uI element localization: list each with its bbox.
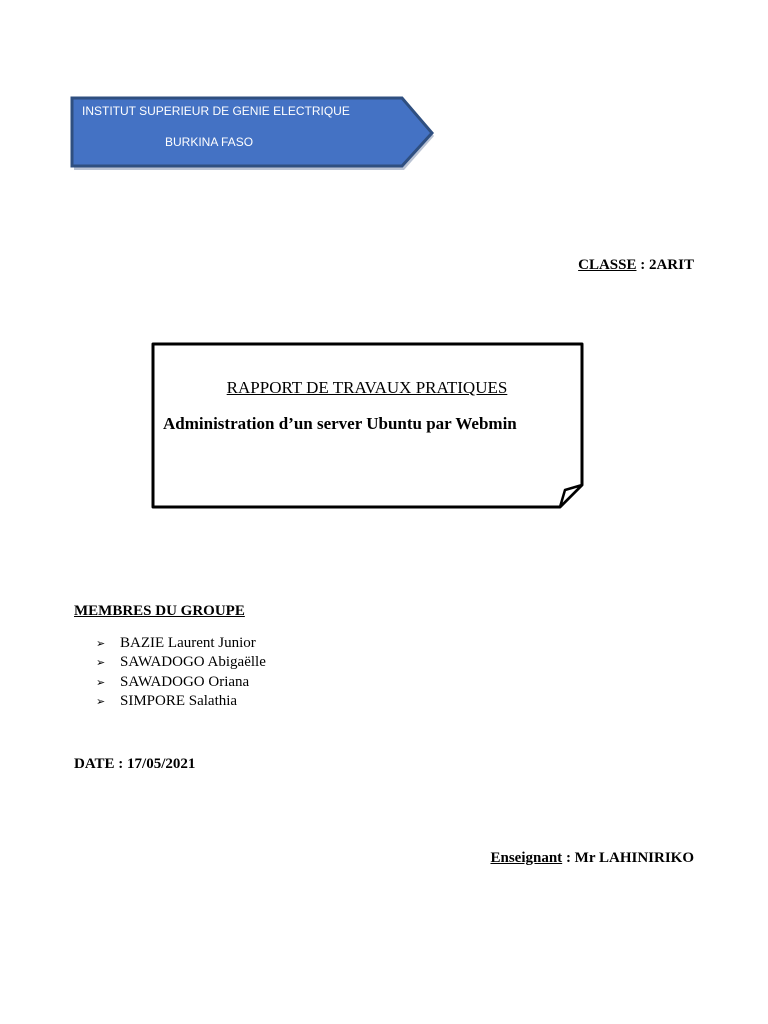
report-title: RAPPORT DE TRAVAUX PRATIQUES — [226, 378, 508, 397]
member-name: SAWADOGO Abigaëlle — [120, 654, 266, 671]
members-list — [96, 634, 266, 711]
members-heading: MEMBRES DU GROUPE — [74, 603, 245, 619]
list-item — [96, 673, 266, 692]
teacher-label: Enseignant — [490, 850, 563, 866]
arrow-bullet-icon: ➢ — [96, 696, 106, 709]
member-name: SIMPORE Salathia — [120, 693, 238, 710]
member-name: SAWADOGO Oriana — [120, 673, 250, 690]
teacher-value: : Mr LAHINIRIKO — [562, 850, 694, 866]
report-subtitle: Administration d’un server Ubuntu par Webmin — [163, 414, 517, 433]
list-item — [96, 692, 266, 711]
institute-name: INSTITUT SUPERIEUR DE GENIE ELECTRIQUE — [82, 104, 350, 118]
teacher-line — [490, 850, 694, 867]
arrow-bullet-icon: ➢ — [96, 657, 106, 670]
arrow-bullet-icon: ➢ — [96, 676, 106, 689]
list-item — [96, 634, 266, 653]
list-item — [96, 653, 266, 672]
report-date: DATE : 17/05/2021 — [74, 756, 196, 772]
arrow-bullet-icon: ➢ — [96, 638, 106, 651]
class-label: CLASSE — [578, 257, 637, 273]
institute-country: BURKINA FASO — [165, 135, 254, 149]
member-name: BAZIE Laurent Junior — [120, 635, 256, 652]
class-value: : 2ARIT — [636, 257, 694, 273]
class-line — [578, 257, 694, 274]
